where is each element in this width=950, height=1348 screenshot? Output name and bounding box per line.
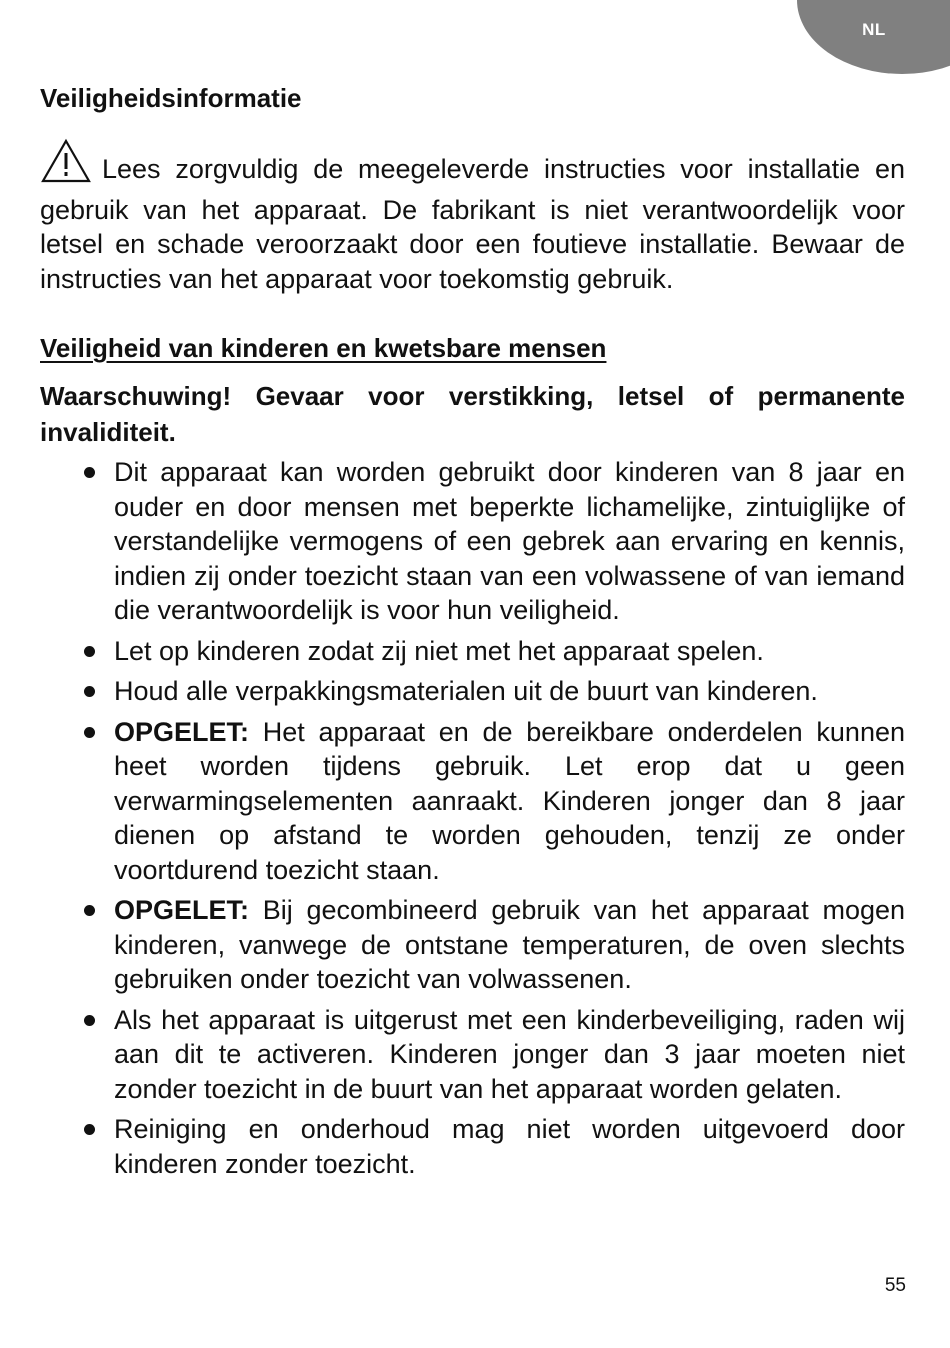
warning-text: Waarschuwing! Gevaar voor verstikking, letsel of permanente invaliditeit. [40, 381, 905, 447]
item-text: Houd alle verpakkingsmaterialen uit de buurt van kinderen. [114, 676, 818, 706]
page-number: 55 [884, 1275, 906, 1296]
item-prefix: OPGELET: [114, 716, 263, 747]
list-item [40, 1112, 905, 1181]
intro-paragraph [40, 138, 905, 296]
list-item [40, 634, 905, 669]
bullet-icon [84, 467, 95, 478]
list-item [40, 455, 905, 628]
intro-text: Lees zorgvuldig de meegeleverde instructies voor installatie en gebruik van het apparaat. De fabrikant is niet verantwoordelijk voor letsel en schade veroorzaakt door een foutieve installatie. Bewaar de instructies van het apparaat voor toekomstig gebruik. [40, 154, 905, 294]
language-label: NL [862, 20, 886, 39]
list-item [40, 715, 905, 888]
item-text: Let op kinderen zodat zij niet met het apparaat spelen. [114, 635, 764, 666]
list-item [40, 674, 905, 709]
section-title: Veiligheid van kinderen en kwetsbare mensen [40, 333, 607, 363]
page-content [40, 80, 905, 1187]
bullet-icon [84, 905, 95, 916]
item-text: Het apparaat en de bereikbare onderdelen kunnen heet worden tijdens gebruik. Let erop dat u geen verwarmingselementen aanraakt. Kinderen jonger dan 8 jaar dienen op afstand te worden gehouden, tenzij ze onder voortdurend toezicht staan. [114, 716, 905, 885]
bullet-icon [84, 646, 95, 657]
item-text: Bij gecombineerd gebruik van het apparaat mogen kinderen, vanwege de ontstane temperaturen, de oven slechts gebruiken onder toezicht van volwassenen. [114, 895, 906, 994]
bullet-icon [84, 727, 95, 738]
item-text: Reiniging en onderhoud mag niet worden uitgevoerd door kinderen zonder toezicht. [114, 1114, 905, 1179]
safety-list [40, 455, 905, 1181]
list-item [40, 1003, 905, 1107]
item-text: Als het apparaat is uitgerust met een kinderbeveiliging, raden wij aan dit te activeren. Kinderen jonger dan 3 jaar moeten niet zonder toezicht in de buurt van het apparaat worden gelaten. [114, 1004, 905, 1104]
bullet-icon [84, 1124, 95, 1135]
list-item [40, 893, 905, 997]
item-prefix: OPGELET: [114, 895, 263, 925]
warning-triangle-icon [40, 138, 92, 193]
page-title: Veiligheidsinformatie [40, 83, 302, 113]
bullet-icon [84, 686, 95, 697]
bullet-icon [84, 1015, 95, 1026]
item-text: Dit apparaat kan worden gebruikt door kinderen van 8 jaar en ouder en door mensen met beperkte lichamelijke, zintuiglijke of verstandelijke vermogens of een gebrek aan ervaring en kennis, indien zij onder toezicht staan van een volwassene of van iemand die verantwoordelijk is voor hun veiligheid. [114, 457, 905, 625]
